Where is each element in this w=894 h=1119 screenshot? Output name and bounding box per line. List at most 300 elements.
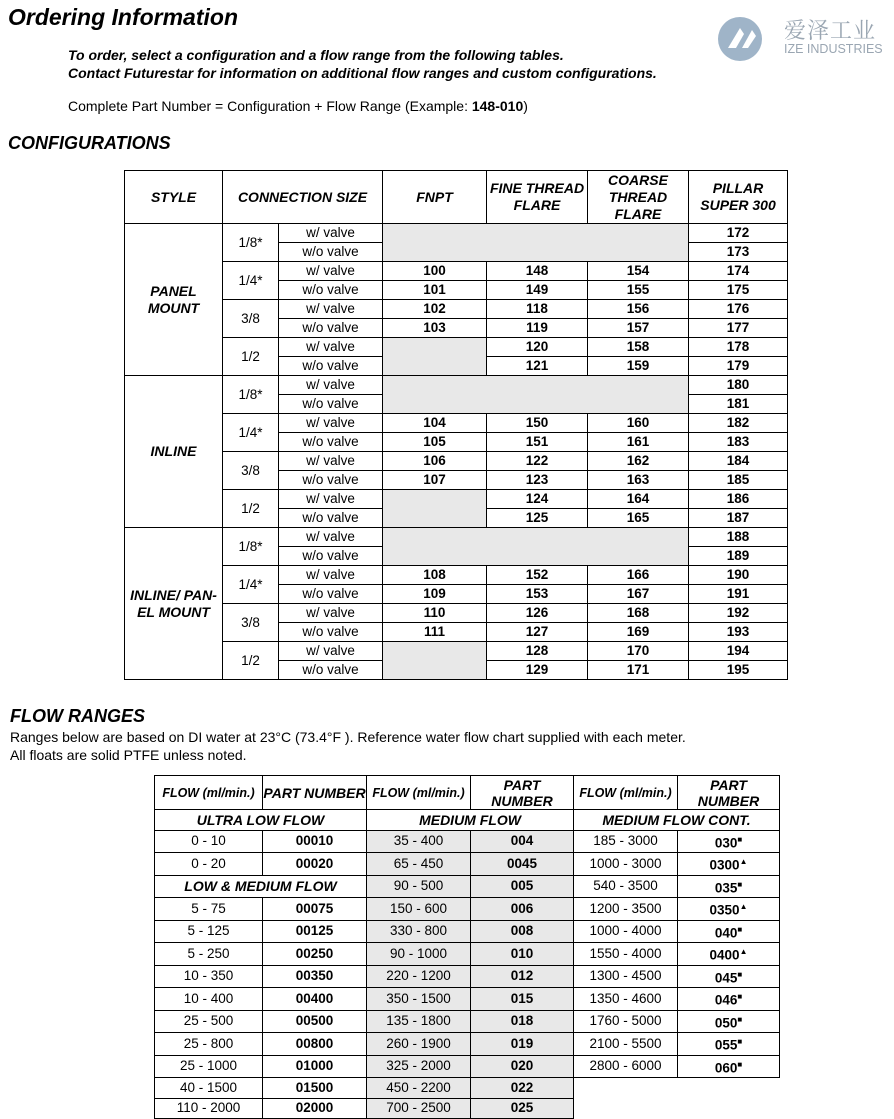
flow-ranges-note	[10, 728, 686, 764]
flow-range-cell: 260 - 1900	[367, 1033, 471, 1056]
flow-range-cell: 90 - 1000	[367, 943, 471, 966]
connection-size-cell: 1/8*	[223, 376, 279, 414]
configuration-row	[125, 604, 788, 623]
part-number-value: 046	[714, 992, 738, 1008]
valve-cell: w/ valve	[279, 452, 383, 471]
fnpt-cell: 109	[383, 585, 487, 604]
fine-thread-flare-cell: 153	[487, 585, 588, 604]
fnpt-cell: 110	[383, 604, 487, 623]
unavailable-cell	[383, 338, 487, 376]
coarse-thread-flare-cell: 163	[588, 471, 689, 490]
connection-size-cell: 3/8	[223, 604, 279, 642]
fine-thread-flare-cell: 126	[487, 604, 588, 623]
float-note-mark: ▲	[739, 902, 748, 912]
coarse-thread-flare-cell: 165	[588, 509, 689, 528]
part-number-value: 00125	[295, 923, 334, 939]
valve-cell: w/ valve	[279, 414, 383, 433]
part-number-value: 02000	[295, 1100, 334, 1116]
part-number-value: 00350	[295, 968, 334, 984]
flow-row	[155, 965, 780, 988]
configuration-row	[125, 414, 788, 433]
flow-range-cell: 65 - 450	[367, 853, 471, 876]
valve-cell: w/o valve	[279, 623, 383, 642]
coarse-thread-flare-cell: 157	[588, 319, 689, 338]
valve-cell: w/ valve	[279, 604, 383, 623]
flow-range-cell: 10 - 400	[155, 988, 263, 1011]
flow-range-cell: 2100 - 5500	[574, 1033, 678, 1056]
coarse-thread-flare-cell: 160	[588, 414, 689, 433]
part-number-cell	[263, 988, 367, 1011]
connection-size-cell: 3/8	[223, 300, 279, 338]
flow-range-cell: 0 - 10	[155, 830, 263, 853]
header-fine-thread-flare: FINE THREAD FLARE	[487, 171, 588, 224]
float-note-mark: ■	[737, 1059, 743, 1069]
flow-range-cell: 1760 - 5000	[574, 1010, 678, 1033]
configuration-row	[125, 224, 788, 243]
part-number-cell	[263, 1033, 367, 1056]
unavailable-cell	[383, 642, 487, 680]
float-note-mark: ■	[737, 834, 743, 844]
part-number-value: 050	[714, 1015, 738, 1031]
part-number-value: 010	[510, 945, 534, 961]
flow-row	[155, 830, 780, 853]
pillar-cell: 193	[689, 623, 788, 642]
fnpt-cell: 102	[383, 300, 487, 319]
part-number-value: 00250	[295, 945, 334, 961]
part-number-cell	[678, 943, 780, 966]
part-number-cell	[678, 1033, 780, 1056]
fine-thread-flare-cell: 123	[487, 471, 588, 490]
flow-range-cell: 0 - 20	[155, 853, 263, 876]
flow-range-cell: 1000 - 3000	[574, 853, 678, 876]
valve-cell: w/ valve	[279, 262, 383, 281]
part-number-cell	[678, 830, 780, 853]
fine-thread-flare-cell: 125	[487, 509, 588, 528]
header-pillar-super-300: PILLAR SUPER 300	[689, 171, 788, 224]
coarse-thread-flare-cell: 170	[588, 642, 689, 661]
part-number-value: 0350	[709, 902, 740, 918]
float-note-mark: ■	[737, 969, 743, 979]
configuration-row	[125, 490, 788, 509]
valve-cell: w/o valve	[279, 319, 383, 338]
unavailable-cell	[383, 490, 487, 528]
coarse-thread-flare-cell: 155	[588, 281, 689, 300]
header-connection-size: CONNECTION SIZE	[223, 171, 383, 224]
part-number-value: 030	[714, 835, 738, 851]
coarse-thread-flare-cell: 156	[588, 300, 689, 319]
part-number-value: 025	[510, 1100, 534, 1116]
float-note-mark: ■	[737, 1014, 743, 1024]
coarse-thread-flare-cell: 164	[588, 490, 689, 509]
part-number-value: 00075	[295, 900, 334, 916]
pillar-cell: 188	[689, 528, 788, 547]
part-number-value: 01500	[295, 1079, 334, 1095]
configuration-row	[125, 642, 788, 661]
flow-header-row	[155, 776, 780, 810]
configurations-table	[124, 170, 788, 680]
part-number-cell	[471, 1055, 574, 1078]
configurations-heading: CONFIGURATIONS	[8, 133, 171, 153]
part-number-value: 008	[510, 923, 534, 939]
flow-range-cell: 110 - 2000	[155, 1098, 263, 1119]
ize-logo-icon	[712, 14, 772, 64]
flow-range-cell: 135 - 1800	[367, 1010, 471, 1033]
flow-range-cell: 330 - 800	[367, 920, 471, 943]
flow-row	[155, 898, 780, 921]
pillar-cell: 194	[689, 642, 788, 661]
empty-cell	[574, 1078, 780, 1099]
flow-range-cell: 700 - 2500	[367, 1098, 471, 1119]
flow-row	[155, 810, 780, 831]
pillar-cell: 179	[689, 357, 788, 376]
part-number-cell	[471, 1033, 574, 1056]
part-number-cell	[263, 1078, 367, 1099]
valve-cell: w/ valve	[279, 642, 383, 661]
part-number-cell	[678, 920, 780, 943]
part-number-value: 005	[510, 878, 534, 894]
fine-thread-flare-cell: 149	[487, 281, 588, 300]
note-line: Ranges below are based on DI water at 23°C (73.4°F ). Reference water flow chart supplied with each meter.	[10, 729, 686, 745]
configuration-row	[125, 300, 788, 319]
part-number-cell	[471, 898, 574, 921]
fnpt-cell: 111	[383, 623, 487, 642]
unavailable-cell	[383, 528, 689, 566]
connection-size-cell: 1/2	[223, 490, 279, 528]
pillar-cell: 192	[689, 604, 788, 623]
part-number-example: 148-010	[471, 98, 524, 114]
connection-size-cell: 1/2	[223, 642, 279, 680]
part-number-cell	[263, 853, 367, 876]
flow-row	[155, 1010, 780, 1033]
pillar-cell: 175	[689, 281, 788, 300]
header-flow: FLOW (ml/min.)	[367, 776, 471, 810]
part-number-value: 00020	[295, 855, 334, 871]
configuration-row	[125, 338, 788, 357]
coarse-thread-flare-cell: 158	[588, 338, 689, 357]
pillar-cell: 176	[689, 300, 788, 319]
coarse-thread-flare-cell: 162	[588, 452, 689, 471]
connection-size-cell: 1/4*	[223, 262, 279, 300]
note-line: All floats are solid PTFE unless noted.	[10, 747, 247, 763]
part-number-cell	[471, 1098, 574, 1119]
flow-range-cell: 2800 - 6000	[574, 1055, 678, 1078]
valve-cell: w/ valve	[279, 490, 383, 509]
style-cell: INLINE/ PAN-EL MOUNT	[125, 528, 223, 680]
part-number-cell	[471, 830, 574, 853]
valve-cell: w/ valve	[279, 224, 383, 243]
part-number-value: 00010	[295, 833, 334, 849]
flow-row	[155, 875, 780, 898]
fine-thread-flare-cell: 124	[487, 490, 588, 509]
flow-range-cell: 1200 - 3500	[574, 898, 678, 921]
part-number-cell	[471, 988, 574, 1011]
intro-line: Contact Futurestar for information on additional flow ranges and custom configurations.	[68, 65, 657, 81]
header-part-number: PART NUMBER	[471, 776, 574, 810]
coarse-thread-flare-cell: 171	[588, 661, 689, 680]
float-note-mark: ▲	[739, 947, 748, 957]
fine-thread-flare-cell: 152	[487, 566, 588, 585]
valve-cell: w/ valve	[279, 566, 383, 585]
part-number-cell	[263, 1055, 367, 1078]
section-title: MEDIUM FLOW	[367, 810, 574, 831]
valve-cell: w/o valve	[279, 547, 383, 566]
part-number-value: 0300	[709, 857, 740, 873]
flow-range-cell: 185 - 3000	[574, 830, 678, 853]
flow-ranges-heading: FLOW RANGES	[10, 706, 145, 726]
part-number-value: 022	[510, 1079, 534, 1095]
part-number-cell	[471, 943, 574, 966]
part-number-value: 060	[714, 1060, 738, 1076]
flow-range-cell: 450 - 2200	[367, 1078, 471, 1099]
part-number-cell	[678, 875, 780, 898]
connection-size-cell: 1/4*	[223, 414, 279, 452]
part-number-value: 018	[510, 1013, 534, 1029]
part-number-cell	[678, 898, 780, 921]
flow-row	[155, 943, 780, 966]
section-title: MEDIUM FLOW CONT.	[574, 810, 780, 831]
fine-thread-flare-cell: 119	[487, 319, 588, 338]
logo-english-text: IZE INDUSTRIES	[784, 42, 883, 56]
valve-cell: w/ valve	[279, 528, 383, 547]
pillar-cell: 184	[689, 452, 788, 471]
part-number-cell	[263, 943, 367, 966]
part-number-cell	[678, 1055, 780, 1078]
header-flow: FLOW (ml/min.)	[574, 776, 678, 810]
flow-range-cell: 350 - 1500	[367, 988, 471, 1011]
flow-range-cell: 1000 - 4000	[574, 920, 678, 943]
part-number-cell	[471, 1078, 574, 1099]
fnpt-cell: 105	[383, 433, 487, 452]
flow-range-cell: 10 - 350	[155, 965, 263, 988]
flow-range-cell: 5 - 75	[155, 898, 263, 921]
flow-range-cell: 220 - 1200	[367, 965, 471, 988]
configuration-row	[125, 262, 788, 281]
fine-thread-flare-cell: 118	[487, 300, 588, 319]
float-note-mark: ■	[737, 1037, 743, 1047]
configuration-row	[125, 566, 788, 585]
empty-cell	[574, 1098, 780, 1119]
pillar-cell: 178	[689, 338, 788, 357]
flow-range-cell: 25 - 800	[155, 1033, 263, 1056]
pillar-cell: 177	[689, 319, 788, 338]
flow-range-cell: 90 - 500	[367, 875, 471, 898]
flow-row	[155, 1055, 780, 1078]
valve-cell: w/ valve	[279, 376, 383, 395]
flow-range-cell: 540 - 3500	[574, 875, 678, 898]
fine-thread-flare-cell: 121	[487, 357, 588, 376]
coarse-thread-flare-cell: 166	[588, 566, 689, 585]
flow-range-cell: 25 - 1000	[155, 1055, 263, 1078]
pillar-cell: 195	[689, 661, 788, 680]
part-number-cell	[263, 1010, 367, 1033]
flow-range-cell: 150 - 600	[367, 898, 471, 921]
flow-ranges-table	[154, 775, 780, 1119]
part-number-value: 01000	[295, 1058, 334, 1074]
pillar-cell: 186	[689, 490, 788, 509]
fnpt-cell: 107	[383, 471, 487, 490]
part-number-value: 006	[510, 900, 534, 916]
coarse-thread-flare-cell: 168	[588, 604, 689, 623]
fnpt-cell: 103	[383, 319, 487, 338]
coarse-thread-flare-cell: 159	[588, 357, 689, 376]
part-number-value: 0400	[709, 947, 740, 963]
part-number-cell	[678, 1010, 780, 1033]
part-number-cell	[263, 898, 367, 921]
flow-row	[155, 853, 780, 876]
valve-cell: w/o valve	[279, 357, 383, 376]
pillar-cell: 173	[689, 243, 788, 262]
fine-thread-flare-cell: 148	[487, 262, 588, 281]
fine-thread-flare-cell: 151	[487, 433, 588, 452]
part-number-value: 035	[714, 880, 738, 896]
fnpt-cell: 106	[383, 452, 487, 471]
pillar-cell: 185	[689, 471, 788, 490]
flow-range-cell: 40 - 1500	[155, 1078, 263, 1099]
flow-range-cell: 5 - 125	[155, 920, 263, 943]
part-number-value: 045	[714, 970, 738, 986]
valve-cell: w/o valve	[279, 433, 383, 452]
float-note-mark: ■	[737, 879, 743, 889]
part-number-value: 040	[714, 925, 738, 941]
flow-range-cell: 1300 - 4500	[574, 965, 678, 988]
part-number-cell	[263, 965, 367, 988]
configuration-row	[125, 452, 788, 471]
fnpt-cell: 101	[383, 281, 487, 300]
fine-thread-flare-cell: 129	[487, 661, 588, 680]
header-coarse-thread-flare: COARSE THREAD FLARE	[588, 171, 689, 224]
part-number-value: 012	[510, 968, 534, 984]
flow-row	[155, 988, 780, 1011]
coarse-thread-flare-cell: 169	[588, 623, 689, 642]
section-title: ULTRA LOW FLOW	[155, 810, 367, 831]
style-cell: INLINE	[125, 376, 223, 528]
connection-size-cell: 1/2	[223, 338, 279, 376]
part-number-value: 00800	[295, 1035, 334, 1051]
part-number-close: )	[523, 98, 528, 114]
pillar-cell: 174	[689, 262, 788, 281]
pillar-cell: 183	[689, 433, 788, 452]
header-fnpt: FNPT	[383, 171, 487, 224]
header-part-number: PART NUMBER	[678, 776, 780, 810]
flow-row	[155, 1033, 780, 1056]
fine-thread-flare-cell: 128	[487, 642, 588, 661]
flow-range-cell: 325 - 2000	[367, 1055, 471, 1078]
configurations-header-row	[125, 171, 788, 224]
part-number-cell	[678, 988, 780, 1011]
intro-line: To order, select a configuration and a flow range from the following tables.	[68, 47, 564, 63]
flow-range-cell: 1350 - 4600	[574, 988, 678, 1011]
connection-size-cell: 3/8	[223, 452, 279, 490]
valve-cell: w/ valve	[279, 338, 383, 357]
part-number-value: 055	[714, 1037, 738, 1053]
part-number-cell	[471, 920, 574, 943]
pillar-cell: 191	[689, 585, 788, 604]
flow-range-cell: 1550 - 4000	[574, 943, 678, 966]
connection-size-cell: 1/4*	[223, 566, 279, 604]
part-number-value: 00500	[295, 1013, 334, 1029]
fine-thread-flare-cell: 120	[487, 338, 588, 357]
flow-range-cell: 5 - 250	[155, 943, 263, 966]
part-number-value: 00400	[295, 990, 334, 1006]
header-flow: FLOW (ml/min.)	[155, 776, 263, 810]
part-number-cell	[263, 1098, 367, 1119]
fnpt-cell: 100	[383, 262, 487, 281]
part-number-value: 0045	[506, 855, 538, 871]
part-number-cell	[471, 853, 574, 876]
fine-thread-flare-cell: 122	[487, 452, 588, 471]
connection-size-cell: 1/8*	[223, 528, 279, 566]
fnpt-cell: 108	[383, 566, 487, 585]
part-number-value: 015	[510, 990, 534, 1006]
flow-row	[155, 1078, 780, 1099]
part-number-formula	[68, 98, 528, 114]
valve-cell: w/o valve	[279, 661, 383, 680]
unavailable-cell	[383, 376, 689, 414]
float-note-mark: ▲	[739, 857, 748, 867]
valve-cell: w/o valve	[279, 471, 383, 490]
coarse-thread-flare-cell: 161	[588, 433, 689, 452]
part-number-cell	[471, 875, 574, 898]
valve-cell: w/o valve	[279, 585, 383, 604]
logo-chinese-text: 爱泽工业	[784, 18, 877, 43]
valve-cell: w/ valve	[279, 300, 383, 319]
page-title: Ordering Information	[8, 4, 238, 30]
connection-size-cell: 1/8*	[223, 224, 279, 262]
valve-cell: w/o valve	[279, 509, 383, 528]
part-number-cell	[263, 830, 367, 853]
pillar-cell: 181	[689, 395, 788, 414]
float-note-mark: ■	[737, 924, 743, 934]
pillar-cell: 180	[689, 376, 788, 395]
part-number-value: 004	[510, 833, 534, 849]
part-number-cell	[678, 853, 780, 876]
pillar-cell: 189	[689, 547, 788, 566]
coarse-thread-flare-cell: 154	[588, 262, 689, 281]
flow-range-cell: 25 - 500	[155, 1010, 263, 1033]
part-number-value: 019	[510, 1035, 534, 1051]
valve-cell: w/o valve	[279, 395, 383, 414]
flow-row	[155, 1098, 780, 1119]
configuration-row	[125, 376, 788, 395]
part-number-value: 020	[510, 1058, 534, 1074]
valve-cell: w/o valve	[279, 243, 383, 262]
float-note-mark: ■	[737, 992, 743, 1002]
part-number-cell	[471, 1010, 574, 1033]
pillar-cell: 172	[689, 224, 788, 243]
flow-range-cell: 35 - 400	[367, 830, 471, 853]
pillar-cell: 182	[689, 414, 788, 433]
fine-thread-flare-cell: 127	[487, 623, 588, 642]
intro-text	[68, 46, 657, 82]
part-number-cell	[263, 920, 367, 943]
configuration-row	[125, 528, 788, 547]
pillar-cell: 190	[689, 566, 788, 585]
style-cell: PANEL MOUNT	[125, 224, 223, 376]
part-number-cell	[471, 965, 574, 988]
unavailable-cell	[383, 224, 689, 262]
fnpt-cell: 104	[383, 414, 487, 433]
coarse-thread-flare-cell: 167	[588, 585, 689, 604]
part-number-text: Complete Part Number = Configuration + Flow Range (Example:	[68, 98, 472, 114]
section-title: LOW & MEDIUM FLOW	[155, 875, 367, 898]
part-number-cell	[678, 965, 780, 988]
header-style: STYLE	[125, 171, 223, 224]
flow-row	[155, 920, 780, 943]
valve-cell: w/o valve	[279, 281, 383, 300]
pillar-cell: 187	[689, 509, 788, 528]
fine-thread-flare-cell: 150	[487, 414, 588, 433]
header-part-number: PART NUMBER	[263, 776, 367, 810]
